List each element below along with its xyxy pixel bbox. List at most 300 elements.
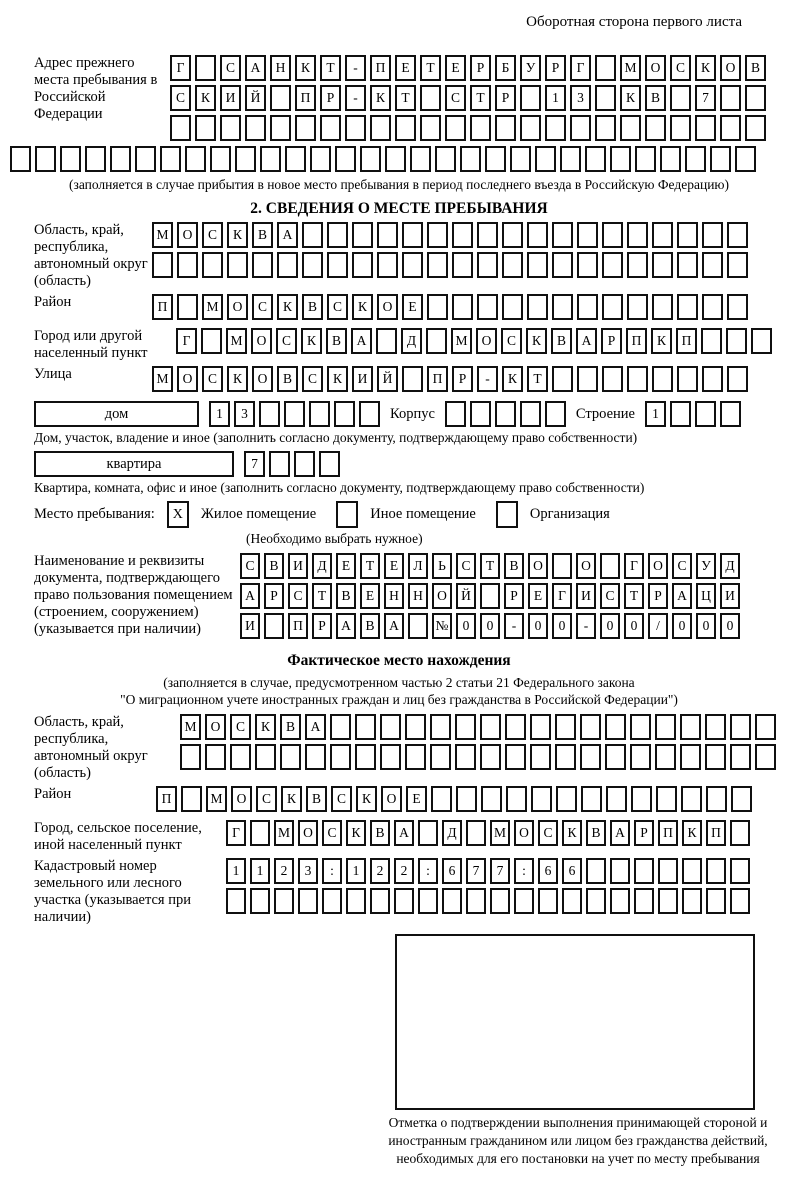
- char-cell[interactable]: -: [477, 366, 498, 392]
- char-cell[interactable]: [442, 888, 462, 914]
- char-cell[interactable]: С: [672, 553, 692, 579]
- char-cell[interactable]: [560, 146, 581, 172]
- char-cell[interactable]: 6: [538, 858, 558, 884]
- char-cell[interactable]: [727, 294, 748, 320]
- char-cell[interactable]: [552, 222, 573, 248]
- char-cell[interactable]: О: [720, 55, 741, 81]
- char-cell[interactable]: К: [502, 366, 523, 392]
- char-cell[interactable]: [250, 888, 270, 914]
- char-cell[interactable]: [595, 55, 616, 81]
- char-cell[interactable]: [177, 252, 198, 278]
- char-cell[interactable]: [680, 714, 701, 740]
- char-cell[interactable]: Р: [648, 583, 668, 609]
- char-cell[interactable]: О: [381, 786, 402, 812]
- char-cell[interactable]: [359, 401, 380, 427]
- char-cell[interactable]: [430, 744, 451, 770]
- residential-checkbox[interactable]: X: [167, 501, 189, 528]
- char-cell[interactable]: -: [345, 85, 366, 111]
- char-cell[interactable]: [495, 115, 516, 141]
- char-cell[interactable]: [685, 146, 706, 172]
- char-cell[interactable]: 1: [645, 401, 666, 427]
- char-cell[interactable]: [702, 294, 723, 320]
- char-cell[interactable]: [270, 85, 291, 111]
- char-cell[interactable]: [545, 115, 566, 141]
- char-cell[interactable]: В: [551, 328, 572, 354]
- char-cell[interactable]: [606, 786, 627, 812]
- char-cell[interactable]: [706, 888, 726, 914]
- char-cell[interactable]: №: [432, 613, 452, 639]
- char-cell[interactable]: [658, 858, 678, 884]
- char-cell[interactable]: [445, 115, 466, 141]
- char-cell[interactable]: [730, 888, 750, 914]
- char-cell[interactable]: [226, 888, 246, 914]
- char-cell[interactable]: 6: [442, 858, 462, 884]
- char-cell[interactable]: П: [370, 55, 391, 81]
- char-cell[interactable]: [177, 294, 198, 320]
- char-cell[interactable]: [250, 820, 270, 846]
- char-cell[interactable]: И: [240, 613, 260, 639]
- char-cell[interactable]: [602, 294, 623, 320]
- char-cell[interactable]: [402, 252, 423, 278]
- char-cell[interactable]: М: [180, 714, 201, 740]
- char-cell[interactable]: 0: [552, 613, 572, 639]
- char-cell[interactable]: [377, 252, 398, 278]
- char-cell[interactable]: П: [706, 820, 726, 846]
- char-cell[interactable]: К: [327, 366, 348, 392]
- char-cell[interactable]: [274, 888, 294, 914]
- char-cell[interactable]: [531, 786, 552, 812]
- char-cell[interactable]: [652, 222, 673, 248]
- char-cell[interactable]: М: [202, 294, 223, 320]
- char-cell[interactable]: [670, 85, 691, 111]
- char-cell[interactable]: [555, 744, 576, 770]
- char-cell[interactable]: Г: [170, 55, 191, 81]
- char-cell[interactable]: А: [245, 55, 266, 81]
- char-cell[interactable]: [427, 294, 448, 320]
- char-cell[interactable]: [477, 222, 498, 248]
- char-cell[interactable]: Б: [495, 55, 516, 81]
- char-cell[interactable]: С: [445, 85, 466, 111]
- char-cell[interactable]: К: [352, 294, 373, 320]
- char-cell[interactable]: [456, 786, 477, 812]
- char-cell[interactable]: [720, 115, 741, 141]
- char-cell[interactable]: [495, 401, 516, 427]
- char-cell[interactable]: Т: [312, 583, 332, 609]
- char-cell[interactable]: Р: [452, 366, 473, 392]
- char-cell[interactable]: Р: [312, 613, 332, 639]
- char-cell[interactable]: О: [227, 294, 248, 320]
- char-cell[interactable]: [477, 252, 498, 278]
- char-cell[interactable]: В: [277, 366, 298, 392]
- char-cell[interactable]: [327, 222, 348, 248]
- char-cell[interactable]: 0: [624, 613, 644, 639]
- char-cell[interactable]: [319, 451, 340, 477]
- char-cell[interactable]: 7: [695, 85, 716, 111]
- char-cell[interactable]: [445, 401, 466, 427]
- char-cell[interactable]: [355, 714, 376, 740]
- char-cell[interactable]: С: [327, 294, 348, 320]
- char-cell[interactable]: К: [295, 55, 316, 81]
- char-cell[interactable]: -: [576, 613, 596, 639]
- char-cell[interactable]: [431, 786, 452, 812]
- char-cell[interactable]: [595, 85, 616, 111]
- char-cell[interactable]: П: [676, 328, 697, 354]
- char-cell[interactable]: [660, 146, 681, 172]
- char-cell[interactable]: [751, 328, 772, 354]
- char-cell[interactable]: [527, 294, 548, 320]
- char-cell[interactable]: [370, 115, 391, 141]
- char-cell[interactable]: [170, 115, 191, 141]
- char-cell[interactable]: [110, 146, 131, 172]
- char-cell[interactable]: [702, 222, 723, 248]
- char-cell[interactable]: [405, 744, 426, 770]
- char-cell[interactable]: П: [295, 85, 316, 111]
- char-cell[interactable]: Р: [470, 55, 491, 81]
- char-cell[interactable]: [527, 222, 548, 248]
- char-cell[interactable]: :: [514, 858, 534, 884]
- char-cell[interactable]: 2: [370, 858, 390, 884]
- char-cell[interactable]: 1: [250, 858, 270, 884]
- char-cell[interactable]: 1: [226, 858, 246, 884]
- char-cell[interactable]: Е: [395, 55, 416, 81]
- char-cell[interactable]: [430, 714, 451, 740]
- char-cell[interactable]: [586, 888, 606, 914]
- char-cell[interactable]: [185, 146, 206, 172]
- char-cell[interactable]: [631, 786, 652, 812]
- char-cell[interactable]: [634, 888, 654, 914]
- char-cell[interactable]: М: [226, 328, 247, 354]
- char-cell[interactable]: К: [227, 222, 248, 248]
- char-cell[interactable]: К: [255, 714, 276, 740]
- char-cell[interactable]: С: [670, 55, 691, 81]
- char-cell[interactable]: /: [648, 613, 668, 639]
- char-cell[interactable]: [602, 366, 623, 392]
- char-cell[interactable]: [210, 146, 231, 172]
- char-cell[interactable]: [310, 146, 331, 172]
- char-cell[interactable]: К: [281, 786, 302, 812]
- char-cell[interactable]: К: [301, 328, 322, 354]
- char-cell[interactable]: [677, 222, 698, 248]
- char-cell[interactable]: С: [322, 820, 342, 846]
- char-cell[interactable]: [264, 613, 284, 639]
- char-cell[interactable]: В: [306, 786, 327, 812]
- char-cell[interactable]: [681, 786, 702, 812]
- char-cell[interactable]: [335, 146, 356, 172]
- char-cell[interactable]: [720, 401, 741, 427]
- char-cell[interactable]: [284, 401, 305, 427]
- char-cell[interactable]: [727, 366, 748, 392]
- char-cell[interactable]: [480, 744, 501, 770]
- char-cell[interactable]: О: [648, 553, 668, 579]
- char-cell[interactable]: 3: [234, 401, 255, 427]
- char-cell[interactable]: [555, 714, 576, 740]
- char-cell[interactable]: [627, 294, 648, 320]
- char-cell[interactable]: [581, 786, 602, 812]
- char-cell[interactable]: О: [177, 366, 198, 392]
- char-cell[interactable]: [302, 222, 323, 248]
- char-cell[interactable]: А: [610, 820, 630, 846]
- char-cell[interactable]: [377, 222, 398, 248]
- char-cell[interactable]: 0: [528, 613, 548, 639]
- char-cell[interactable]: С: [170, 85, 191, 111]
- char-cell[interactable]: [470, 401, 491, 427]
- char-cell[interactable]: [670, 115, 691, 141]
- char-cell[interactable]: [635, 146, 656, 172]
- char-cell[interactable]: [710, 146, 731, 172]
- char-cell[interactable]: [220, 115, 241, 141]
- char-cell[interactable]: К: [695, 55, 716, 81]
- char-cell[interactable]: В: [252, 222, 273, 248]
- char-cell[interactable]: [394, 888, 414, 914]
- char-cell[interactable]: Ц: [696, 583, 716, 609]
- char-cell[interactable]: [745, 115, 766, 141]
- char-cell[interactable]: [634, 858, 654, 884]
- char-cell[interactable]: [586, 858, 606, 884]
- char-cell[interactable]: Д: [401, 328, 422, 354]
- char-cell[interactable]: [706, 786, 727, 812]
- char-cell[interactable]: 7: [466, 858, 486, 884]
- char-cell[interactable]: Ь: [432, 553, 452, 579]
- char-cell[interactable]: [270, 115, 291, 141]
- apartment-type-box[interactable]: квартира: [34, 451, 234, 477]
- char-cell[interactable]: Р: [601, 328, 622, 354]
- char-cell[interactable]: Г: [624, 553, 644, 579]
- char-cell[interactable]: [655, 744, 676, 770]
- char-cell[interactable]: [556, 786, 577, 812]
- char-cell[interactable]: [426, 328, 447, 354]
- char-cell[interactable]: Е: [445, 55, 466, 81]
- char-cell[interactable]: [302, 252, 323, 278]
- char-cell[interactable]: Е: [336, 553, 356, 579]
- char-cell[interactable]: 1: [209, 401, 230, 427]
- char-cell[interactable]: [677, 252, 698, 278]
- char-cell[interactable]: О: [231, 786, 252, 812]
- char-cell[interactable]: Й: [456, 583, 476, 609]
- char-cell[interactable]: [630, 744, 651, 770]
- char-cell[interactable]: Р: [264, 583, 284, 609]
- char-cell[interactable]: [645, 115, 666, 141]
- char-cell[interactable]: [452, 294, 473, 320]
- char-cell[interactable]: [706, 858, 726, 884]
- char-cell[interactable]: [695, 115, 716, 141]
- char-cell[interactable]: Е: [360, 583, 380, 609]
- char-cell[interactable]: [552, 294, 573, 320]
- char-cell[interactable]: К: [227, 366, 248, 392]
- char-cell[interactable]: [309, 401, 330, 427]
- char-cell[interactable]: Р: [504, 583, 524, 609]
- char-cell[interactable]: С: [501, 328, 522, 354]
- char-cell[interactable]: [477, 294, 498, 320]
- char-cell[interactable]: [481, 786, 502, 812]
- char-cell[interactable]: С: [202, 366, 223, 392]
- char-cell[interactable]: [702, 252, 723, 278]
- char-cell[interactable]: [602, 222, 623, 248]
- char-cell[interactable]: [720, 85, 741, 111]
- char-cell[interactable]: [408, 613, 428, 639]
- char-cell[interactable]: Д: [720, 553, 740, 579]
- char-cell[interactable]: [530, 714, 551, 740]
- char-cell[interactable]: [600, 553, 620, 579]
- char-cell[interactable]: [260, 146, 281, 172]
- char-cell[interactable]: [506, 786, 527, 812]
- char-cell[interactable]: [201, 328, 222, 354]
- char-cell[interactable]: Р: [634, 820, 654, 846]
- char-cell[interactable]: [352, 222, 373, 248]
- char-cell[interactable]: [755, 744, 776, 770]
- char-cell[interactable]: [658, 888, 678, 914]
- char-cell[interactable]: [502, 294, 523, 320]
- char-cell[interactable]: А: [277, 222, 298, 248]
- char-cell[interactable]: И: [288, 553, 308, 579]
- char-cell[interactable]: [410, 146, 431, 172]
- char-cell[interactable]: [60, 146, 81, 172]
- char-cell[interactable]: [677, 294, 698, 320]
- char-cell[interactable]: О: [645, 55, 666, 81]
- char-cell[interactable]: 1: [545, 85, 566, 111]
- char-cell[interactable]: О: [514, 820, 534, 846]
- char-cell[interactable]: [610, 858, 630, 884]
- char-cell[interactable]: [235, 146, 256, 172]
- char-cell[interactable]: В: [586, 820, 606, 846]
- char-cell[interactable]: [552, 252, 573, 278]
- char-cell[interactable]: [10, 146, 31, 172]
- char-cell[interactable]: [345, 115, 366, 141]
- char-cell[interactable]: [418, 820, 438, 846]
- char-cell[interactable]: [395, 115, 416, 141]
- char-cell[interactable]: В: [370, 820, 390, 846]
- char-cell[interactable]: 2: [274, 858, 294, 884]
- house-type-box[interactable]: дом: [34, 401, 199, 427]
- char-cell[interactable]: [352, 252, 373, 278]
- char-cell[interactable]: [330, 714, 351, 740]
- char-cell[interactable]: [205, 744, 226, 770]
- char-cell[interactable]: А: [336, 613, 356, 639]
- char-cell[interactable]: [577, 366, 598, 392]
- char-cell[interactable]: [655, 714, 676, 740]
- char-cell[interactable]: [360, 146, 381, 172]
- char-cell[interactable]: В: [645, 85, 666, 111]
- char-cell[interactable]: [252, 252, 273, 278]
- char-cell[interactable]: М: [206, 786, 227, 812]
- char-cell[interactable]: [605, 714, 626, 740]
- char-cell[interactable]: [595, 115, 616, 141]
- char-cell[interactable]: [652, 294, 673, 320]
- char-cell[interactable]: :: [322, 858, 342, 884]
- char-cell[interactable]: И: [352, 366, 373, 392]
- char-cell[interactable]: В: [745, 55, 766, 81]
- char-cell[interactable]: И: [720, 583, 740, 609]
- char-cell[interactable]: К: [277, 294, 298, 320]
- char-cell[interactable]: [656, 786, 677, 812]
- char-cell[interactable]: У: [520, 55, 541, 81]
- char-cell[interactable]: О: [576, 553, 596, 579]
- char-cell[interactable]: Н: [270, 55, 291, 81]
- char-cell[interactable]: [702, 366, 723, 392]
- char-cell[interactable]: [294, 451, 315, 477]
- char-cell[interactable]: [562, 888, 582, 914]
- char-cell[interactable]: [370, 888, 390, 914]
- char-cell[interactable]: [527, 252, 548, 278]
- char-cell[interactable]: [460, 146, 481, 172]
- char-cell[interactable]: [552, 366, 573, 392]
- char-cell[interactable]: [502, 222, 523, 248]
- char-cell[interactable]: [505, 714, 526, 740]
- char-cell[interactable]: [277, 252, 298, 278]
- char-cell[interactable]: [630, 714, 651, 740]
- char-cell[interactable]: [577, 252, 598, 278]
- char-cell[interactable]: В: [280, 714, 301, 740]
- char-cell[interactable]: У: [696, 553, 716, 579]
- char-cell[interactable]: [726, 328, 747, 354]
- char-cell[interactable]: Д: [442, 820, 462, 846]
- char-cell[interactable]: [677, 366, 698, 392]
- char-cell[interactable]: Е: [528, 583, 548, 609]
- char-cell[interactable]: [280, 744, 301, 770]
- char-cell[interactable]: К: [562, 820, 582, 846]
- char-cell[interactable]: [181, 786, 202, 812]
- char-cell[interactable]: [510, 146, 531, 172]
- char-cell[interactable]: К: [346, 820, 366, 846]
- char-cell[interactable]: [466, 888, 486, 914]
- char-cell[interactable]: М: [451, 328, 472, 354]
- char-cell[interactable]: [452, 252, 473, 278]
- char-cell[interactable]: [135, 146, 156, 172]
- char-cell[interactable]: Т: [527, 366, 548, 392]
- char-cell[interactable]: О: [528, 553, 548, 579]
- char-cell[interactable]: [670, 401, 691, 427]
- char-cell[interactable]: С: [288, 583, 308, 609]
- char-cell[interactable]: Т: [420, 55, 441, 81]
- char-cell[interactable]: Е: [406, 786, 427, 812]
- char-cell[interactable]: [230, 744, 251, 770]
- char-cell[interactable]: М: [620, 55, 641, 81]
- char-cell[interactable]: Т: [320, 55, 341, 81]
- char-cell[interactable]: Г: [226, 820, 246, 846]
- char-cell[interactable]: [505, 744, 526, 770]
- char-cell[interactable]: [420, 115, 441, 141]
- char-cell[interactable]: [255, 744, 276, 770]
- char-cell[interactable]: [490, 888, 510, 914]
- char-cell[interactable]: [322, 888, 342, 914]
- char-cell[interactable]: [455, 744, 476, 770]
- char-cell[interactable]: [285, 146, 306, 172]
- char-cell[interactable]: Г: [176, 328, 197, 354]
- char-cell[interactable]: [418, 888, 438, 914]
- char-cell[interactable]: П: [658, 820, 678, 846]
- char-cell[interactable]: [195, 55, 216, 81]
- char-cell[interactable]: [680, 744, 701, 770]
- char-cell[interactable]: [727, 222, 748, 248]
- char-cell[interactable]: 1: [346, 858, 366, 884]
- char-cell[interactable]: О: [476, 328, 497, 354]
- char-cell[interactable]: Й: [245, 85, 266, 111]
- char-cell[interactable]: [735, 146, 756, 172]
- char-cell[interactable]: М: [490, 820, 510, 846]
- char-cell[interactable]: [152, 252, 173, 278]
- char-cell[interactable]: [298, 888, 318, 914]
- char-cell[interactable]: А: [394, 820, 414, 846]
- char-cell[interactable]: :: [418, 858, 438, 884]
- char-cell[interactable]: [652, 366, 673, 392]
- char-cell[interactable]: [35, 146, 56, 172]
- char-cell[interactable]: [402, 366, 423, 392]
- char-cell[interactable]: [269, 451, 290, 477]
- char-cell[interactable]: 0: [480, 613, 500, 639]
- char-cell[interactable]: [334, 401, 355, 427]
- char-cell[interactable]: О: [377, 294, 398, 320]
- char-cell[interactable]: 7: [244, 451, 265, 477]
- char-cell[interactable]: [701, 328, 722, 354]
